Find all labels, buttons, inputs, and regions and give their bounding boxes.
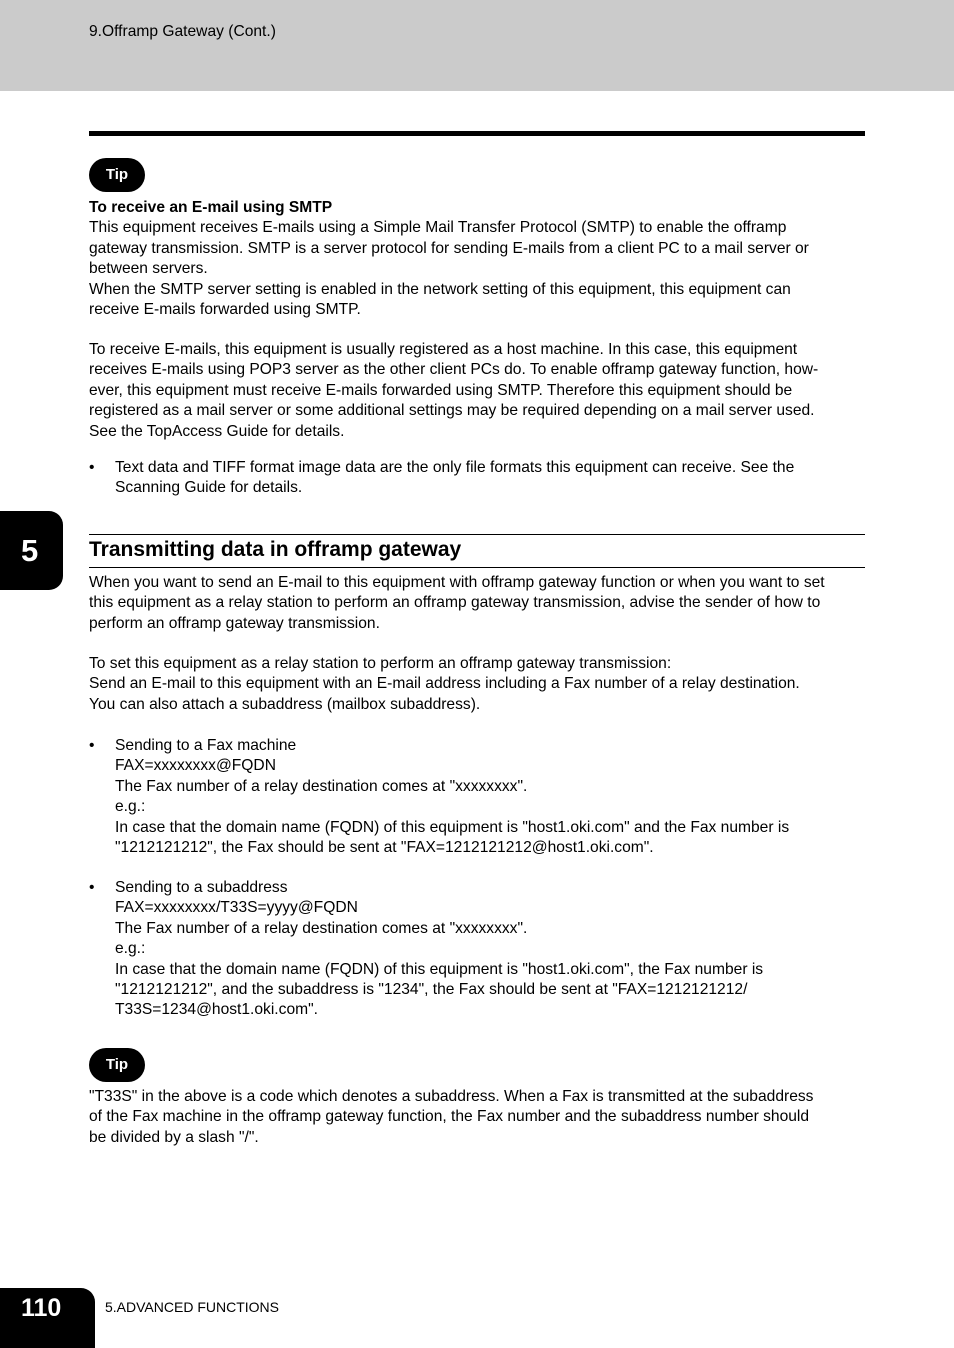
tip1-para2-line: receives E-mails using POP3 server as the other client PCs do. To enable offramp gateway function, how- <box>89 361 819 379</box>
tip1-para2 <box>89 340 867 442</box>
tip1-para1-line: between servers. <box>89 260 208 278</box>
section-para2-line: To set this equipment as a relay station to perform an offramp gateway transmission: <box>89 655 672 672</box>
bullet2-line: In case that the domain name (FQDN) of this equipment is "host1.oki.com", the Fax number is <box>115 960 764 978</box>
tip2-line: be divided by a slash "/". <box>89 1128 259 1146</box>
tip1-para1-line: When the SMTP server setting is enabled in the network setting of this equipment, this equipment can <box>89 280 791 298</box>
bullet2-line: Sending to a subaddress <box>115 879 288 896</box>
bullet-symbol: • <box>89 737 95 754</box>
bullet2-line: T33S=1234@host1.oki.com". <box>115 1001 318 1019</box>
tip1-para2-line: To receive E-mails, this equipment is usually registered as a host machine. In this case, this equipment <box>89 341 798 358</box>
tip1-bullet-line: Text data and TIFF format image data are the only file formats this equipment can receive. See the <box>115 459 795 476</box>
tip-badge: Tip <box>89 158 145 192</box>
tip1-para2-line: registered as a mail server or some additional settings may be required depending on a mail server used. <box>89 402 815 420</box>
tip1-para1-line: This equipment receives E-mails using a Simple Mail Transfer Protocol (SMTP) to enable the offramp <box>89 219 787 237</box>
tip1-para2-line: ever, this equipment must receive E-mails forwarded using SMTP. Therefore this equipment should be <box>89 381 793 399</box>
chapter-tab: 5 <box>0 511 63 590</box>
bullet1-line: e.g.: <box>115 798 146 816</box>
tip1-para1-line: gateway transmission. SMTP is a server protocol for sending E-mails from a client PC to a mail server or <box>89 239 809 257</box>
section-para1-line: this equipment as a relay station to perform an offramp gateway transmission, advise the sender of how to <box>89 594 821 612</box>
tip1-text <box>89 198 867 320</box>
tip1-heading: To receive an E-mail using SMTP <box>89 199 333 216</box>
bullet2-line: FAX=xxxxxxxx/T33S=yyyy@FQDN <box>115 899 358 917</box>
bullet2-line: e.g.: <box>115 940 146 958</box>
page-header <box>0 0 954 91</box>
tip1-para1-line: receive E-mails forwarded using SMTP. <box>89 301 361 319</box>
bullet1-line: In case that the domain name (FQDN) of this equipment is "host1.oki.com" and the Fax number is <box>115 818 790 836</box>
bullet2-line: The Fax number of a relay destination comes at "xxxxxxxx". <box>115 919 528 937</box>
tip1-bullet-line: Scanning Guide for details. <box>115 479 303 497</box>
tip-badge: Tip <box>89 1048 145 1082</box>
section-rule-top <box>89 534 865 535</box>
tip2-text <box>89 1087 867 1148</box>
bullet1-line: The Fax number of a relay destination comes at "xxxxxxxx". <box>115 777 528 795</box>
section-para1-line: perform an offramp gateway transmission. <box>89 614 380 632</box>
footer-chapter-label: 5.ADVANCED FUNCTIONS <box>105 1299 279 1315</box>
section-para1 <box>89 573 867 634</box>
tip2-line: of the Fax machine in the offramp gateway function, the Fax number and the subaddress number should <box>89 1108 810 1126</box>
tip1-para2-line: See the TopAccess Guide for details. <box>89 422 345 440</box>
bullet1-line: Sending to a Fax machine <box>115 737 297 754</box>
section-title: Transmitting data in offramp gateway <box>89 538 462 561</box>
section-rule-bottom <box>89 567 865 568</box>
section-para2-line: Send an E-mail to this equipment with an E-mail address including a Fax number of a relay destination. <box>89 675 800 693</box>
section-para1-line: When you want to send an E-mail to this equipment with offramp gateway function or when you want to set <box>89 574 825 591</box>
page-number: 110 <box>0 1288 95 1348</box>
bullet1-line: "1212121212", the Fax should be sent at "FAX=1212121212@host1.oki.com". <box>115 839 654 857</box>
running-header-title: 9.Offramp Gateway (Cont.) <box>89 23 276 40</box>
bullet-symbol: • <box>89 459 95 476</box>
bullet-symbol: • <box>89 879 95 896</box>
bullet2-line: "1212121212", and the subaddress is "1234", the Fax should be sent at "FAX=1212121212/ <box>115 981 748 999</box>
bullet1-line: FAX=xxxxxxxx@FQDN <box>115 757 276 775</box>
section-para2 <box>89 654 867 715</box>
tip2-line: "T33S" in the above is a code which denotes a subaddress. When a Fax is transmitted at the subaddress <box>89 1088 814 1105</box>
section-para2-line: You can also attach a subaddress (mailbox subaddress). <box>89 695 481 713</box>
header-rule <box>89 131 865 136</box>
